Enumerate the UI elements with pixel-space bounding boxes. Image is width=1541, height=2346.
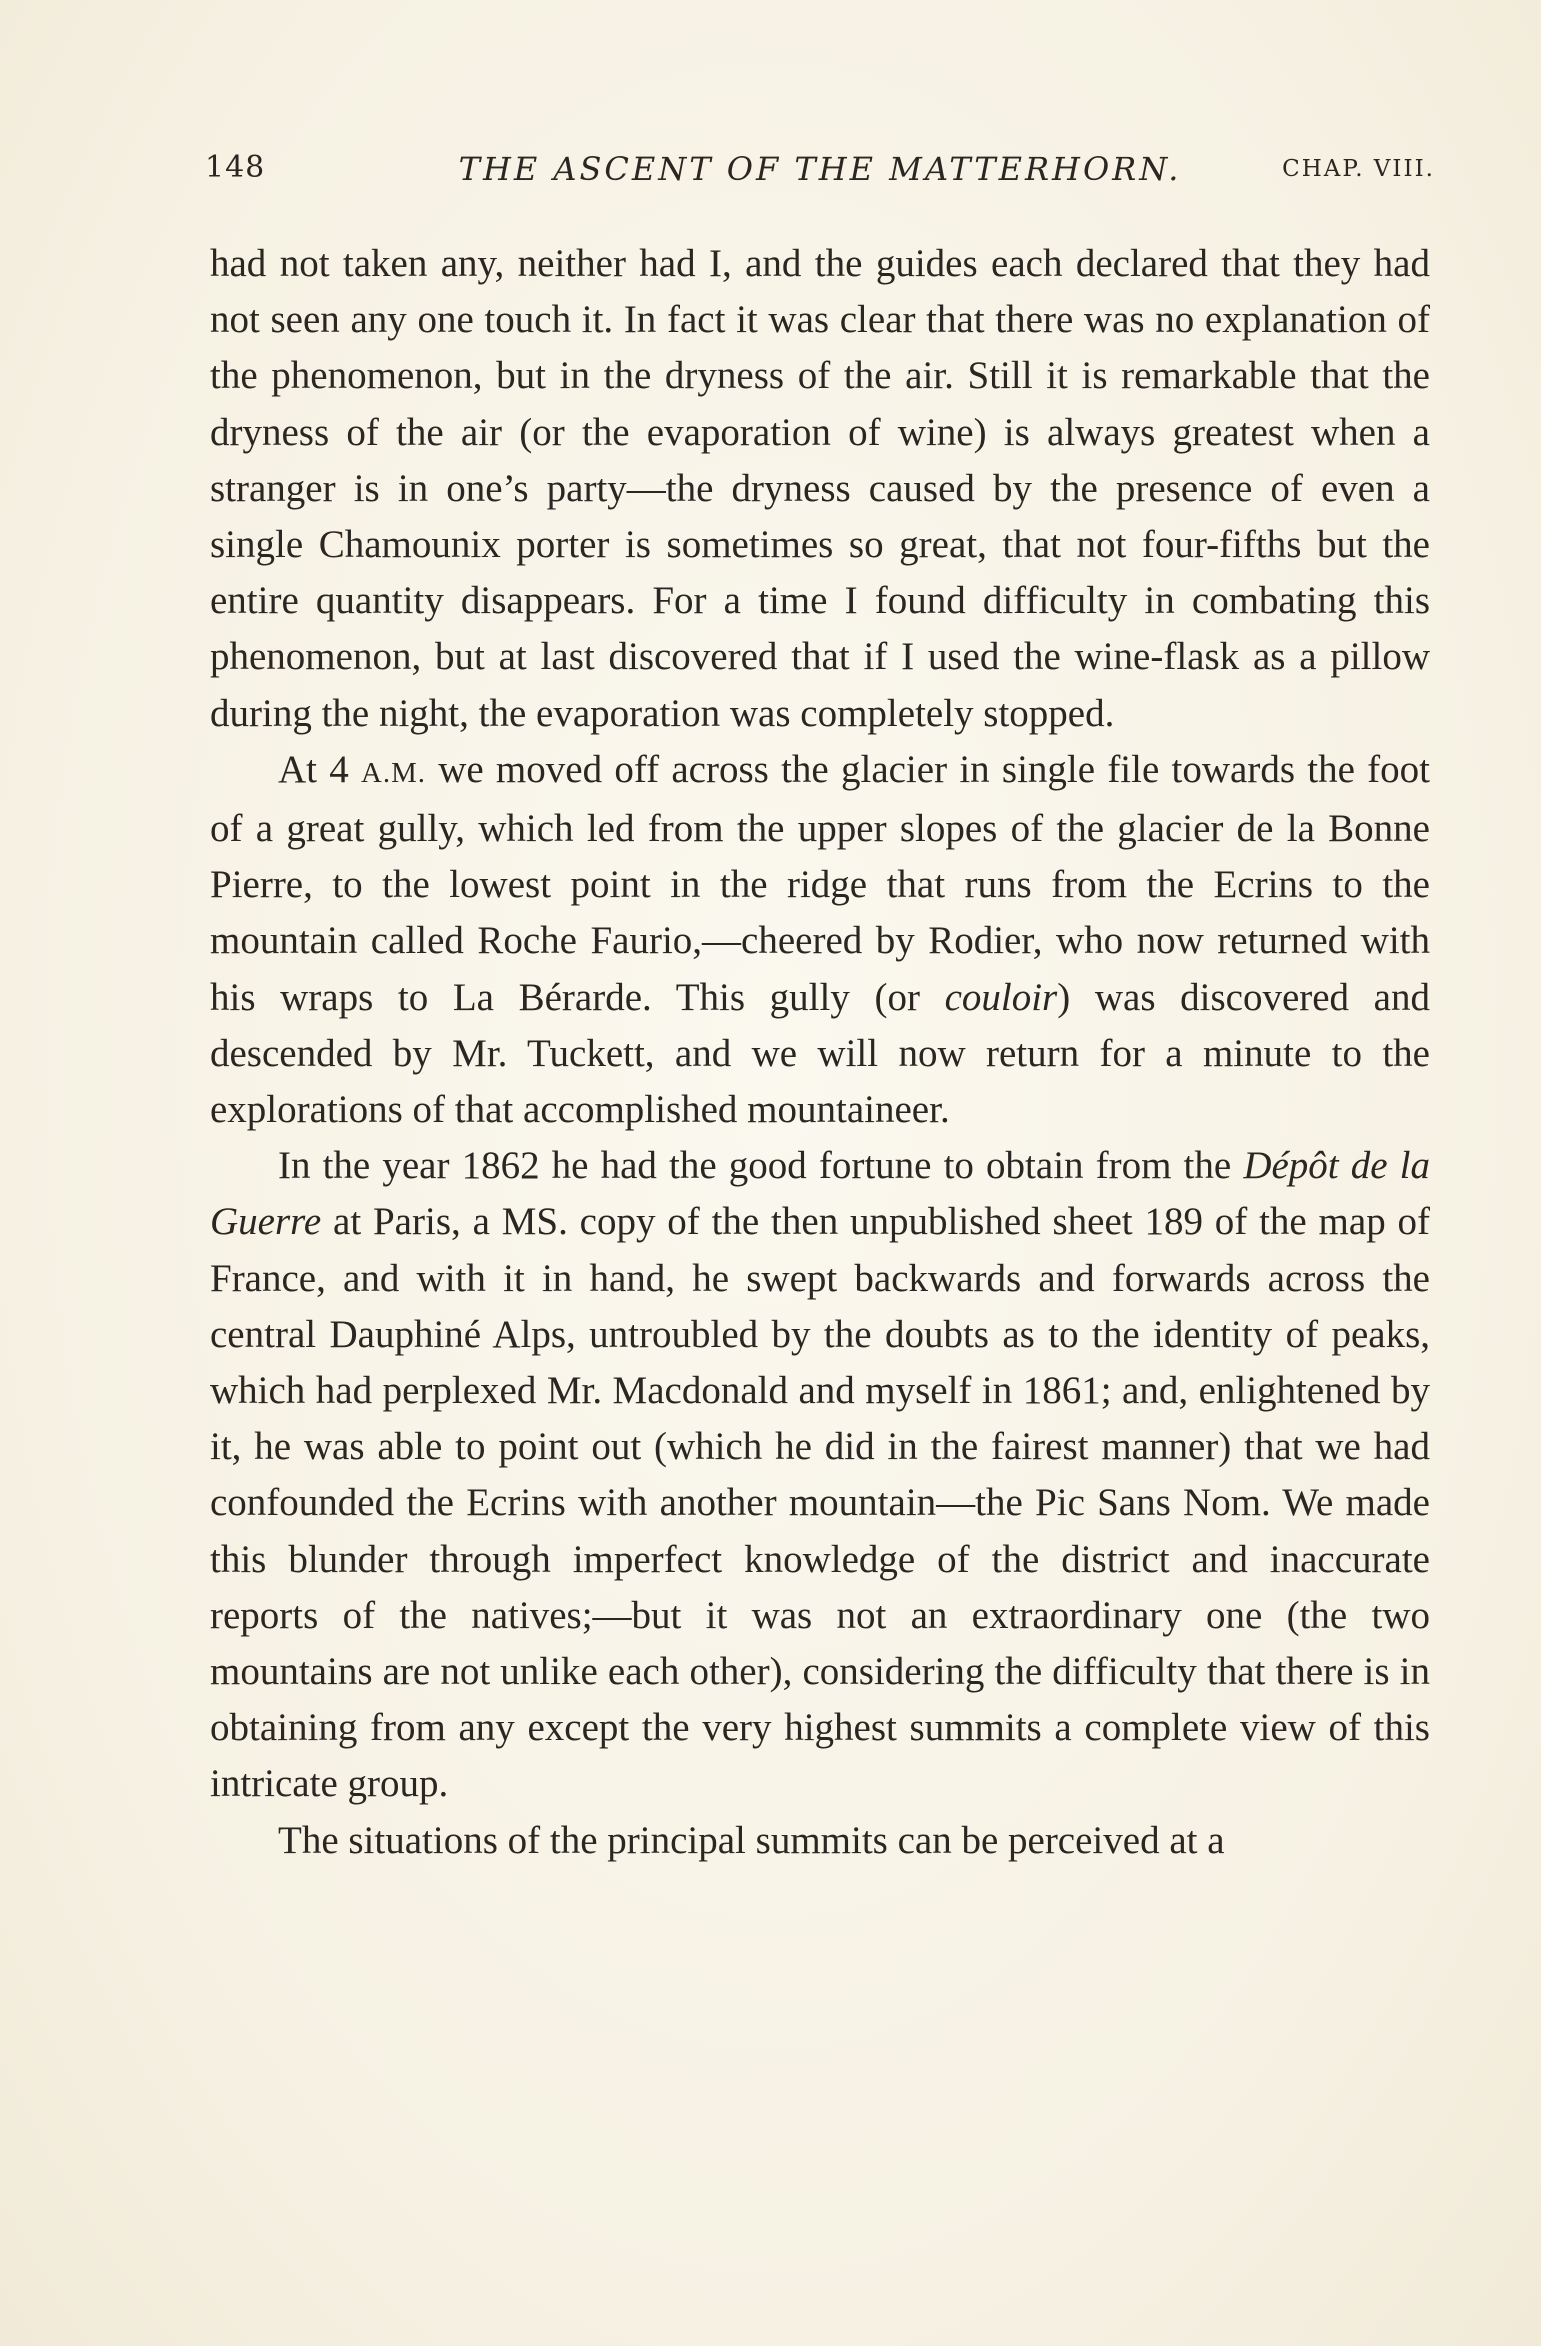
paragraph-4 (210, 1813, 1430, 1869)
couloir-term: couloir (944, 975, 1058, 1019)
paragraph-2-text-b: ) was discovered and descended by Mr. Tuckett, and we will now return for a minute to the explorations of that accomplished mountaineer. (210, 975, 1430, 1132)
paragraph-2-lead: At 4 (278, 747, 362, 791)
paragraph-4-text: The situations of the principal summits can be perceived at a (278, 1818, 1225, 1862)
paragraph-3-text: at Paris, a MS. copy of the then unpublished sheet 189 of the map of France, and with it in hand, he swept backwards and forwards across the central Dauphiné Alps, untroubled by the doubts as to the identity of peaks, which had perplexed Mr. Macdonald and myself in 1861; and, enlightened by it, he was able to point out (which he did in the fairest manner) that we had confounded the Ecrins with another mountain—the Pic Sans Nom. We made this blunder through imperfect knowledge of the district and inaccurate reports of the natives;—but it was not an extraordinary one (the two mountains are not unlike each other), considering the difficulty that there is in obtaining from any except the very highest summits a complete view of this intricate group. (210, 1200, 1430, 1806)
paragraph-1-text: had not taken any, neither had I, and the guides each declared that they had not seen any one touch it. In fact it was clear that there was no explanation of the phenomenon, but in the dryness of the air. Still it is remarkable that the dryness of the air (or the evaporation of wine) is always greatest when a stranger is in one’s party—the dryness caused by the presence of even a single Chamounix porter is sometimes so great, that not four-fifths but the entire quantity disappears. For a time I found difficulty in combating this phenomenon, but at last discovered that if I used the wine-flask as a pillow during the night, the evaporation was completely stopped. (210, 242, 1430, 735)
chapter-label: CHAP. VIII. (1282, 156, 1435, 182)
time-abbreviation: A.M. (361, 756, 426, 789)
body-text (210, 236, 1430, 1869)
paragraph-2 (210, 742, 1430, 1138)
page-number: 148 (205, 150, 266, 185)
paragraph-1 (210, 236, 1430, 742)
paragraph-3-lead: In the year 1862 he had the good fortune to obtain from the (278, 1144, 1244, 1188)
running-head (205, 150, 1435, 200)
depot-de-la-guerre-term: Dépôt de la Guerre (210, 1144, 1430, 1244)
running-title: THE ASCENT OF THE MATTERHORN. (458, 150, 1182, 188)
paragraph-2-text-a: we moved off across the glacier in single file towards the foot of a great gully, which led from the upper slopes of the glacier de la Bonne Pierre, to the lowest point in the ridge that runs from the Ecrins to the mountain called Roche Faurio,—cheered by Rodier, who now returned with his wraps to La Bérarde. This gully (or (210, 747, 1430, 1019)
paragraph-3 (210, 1138, 1430, 1812)
